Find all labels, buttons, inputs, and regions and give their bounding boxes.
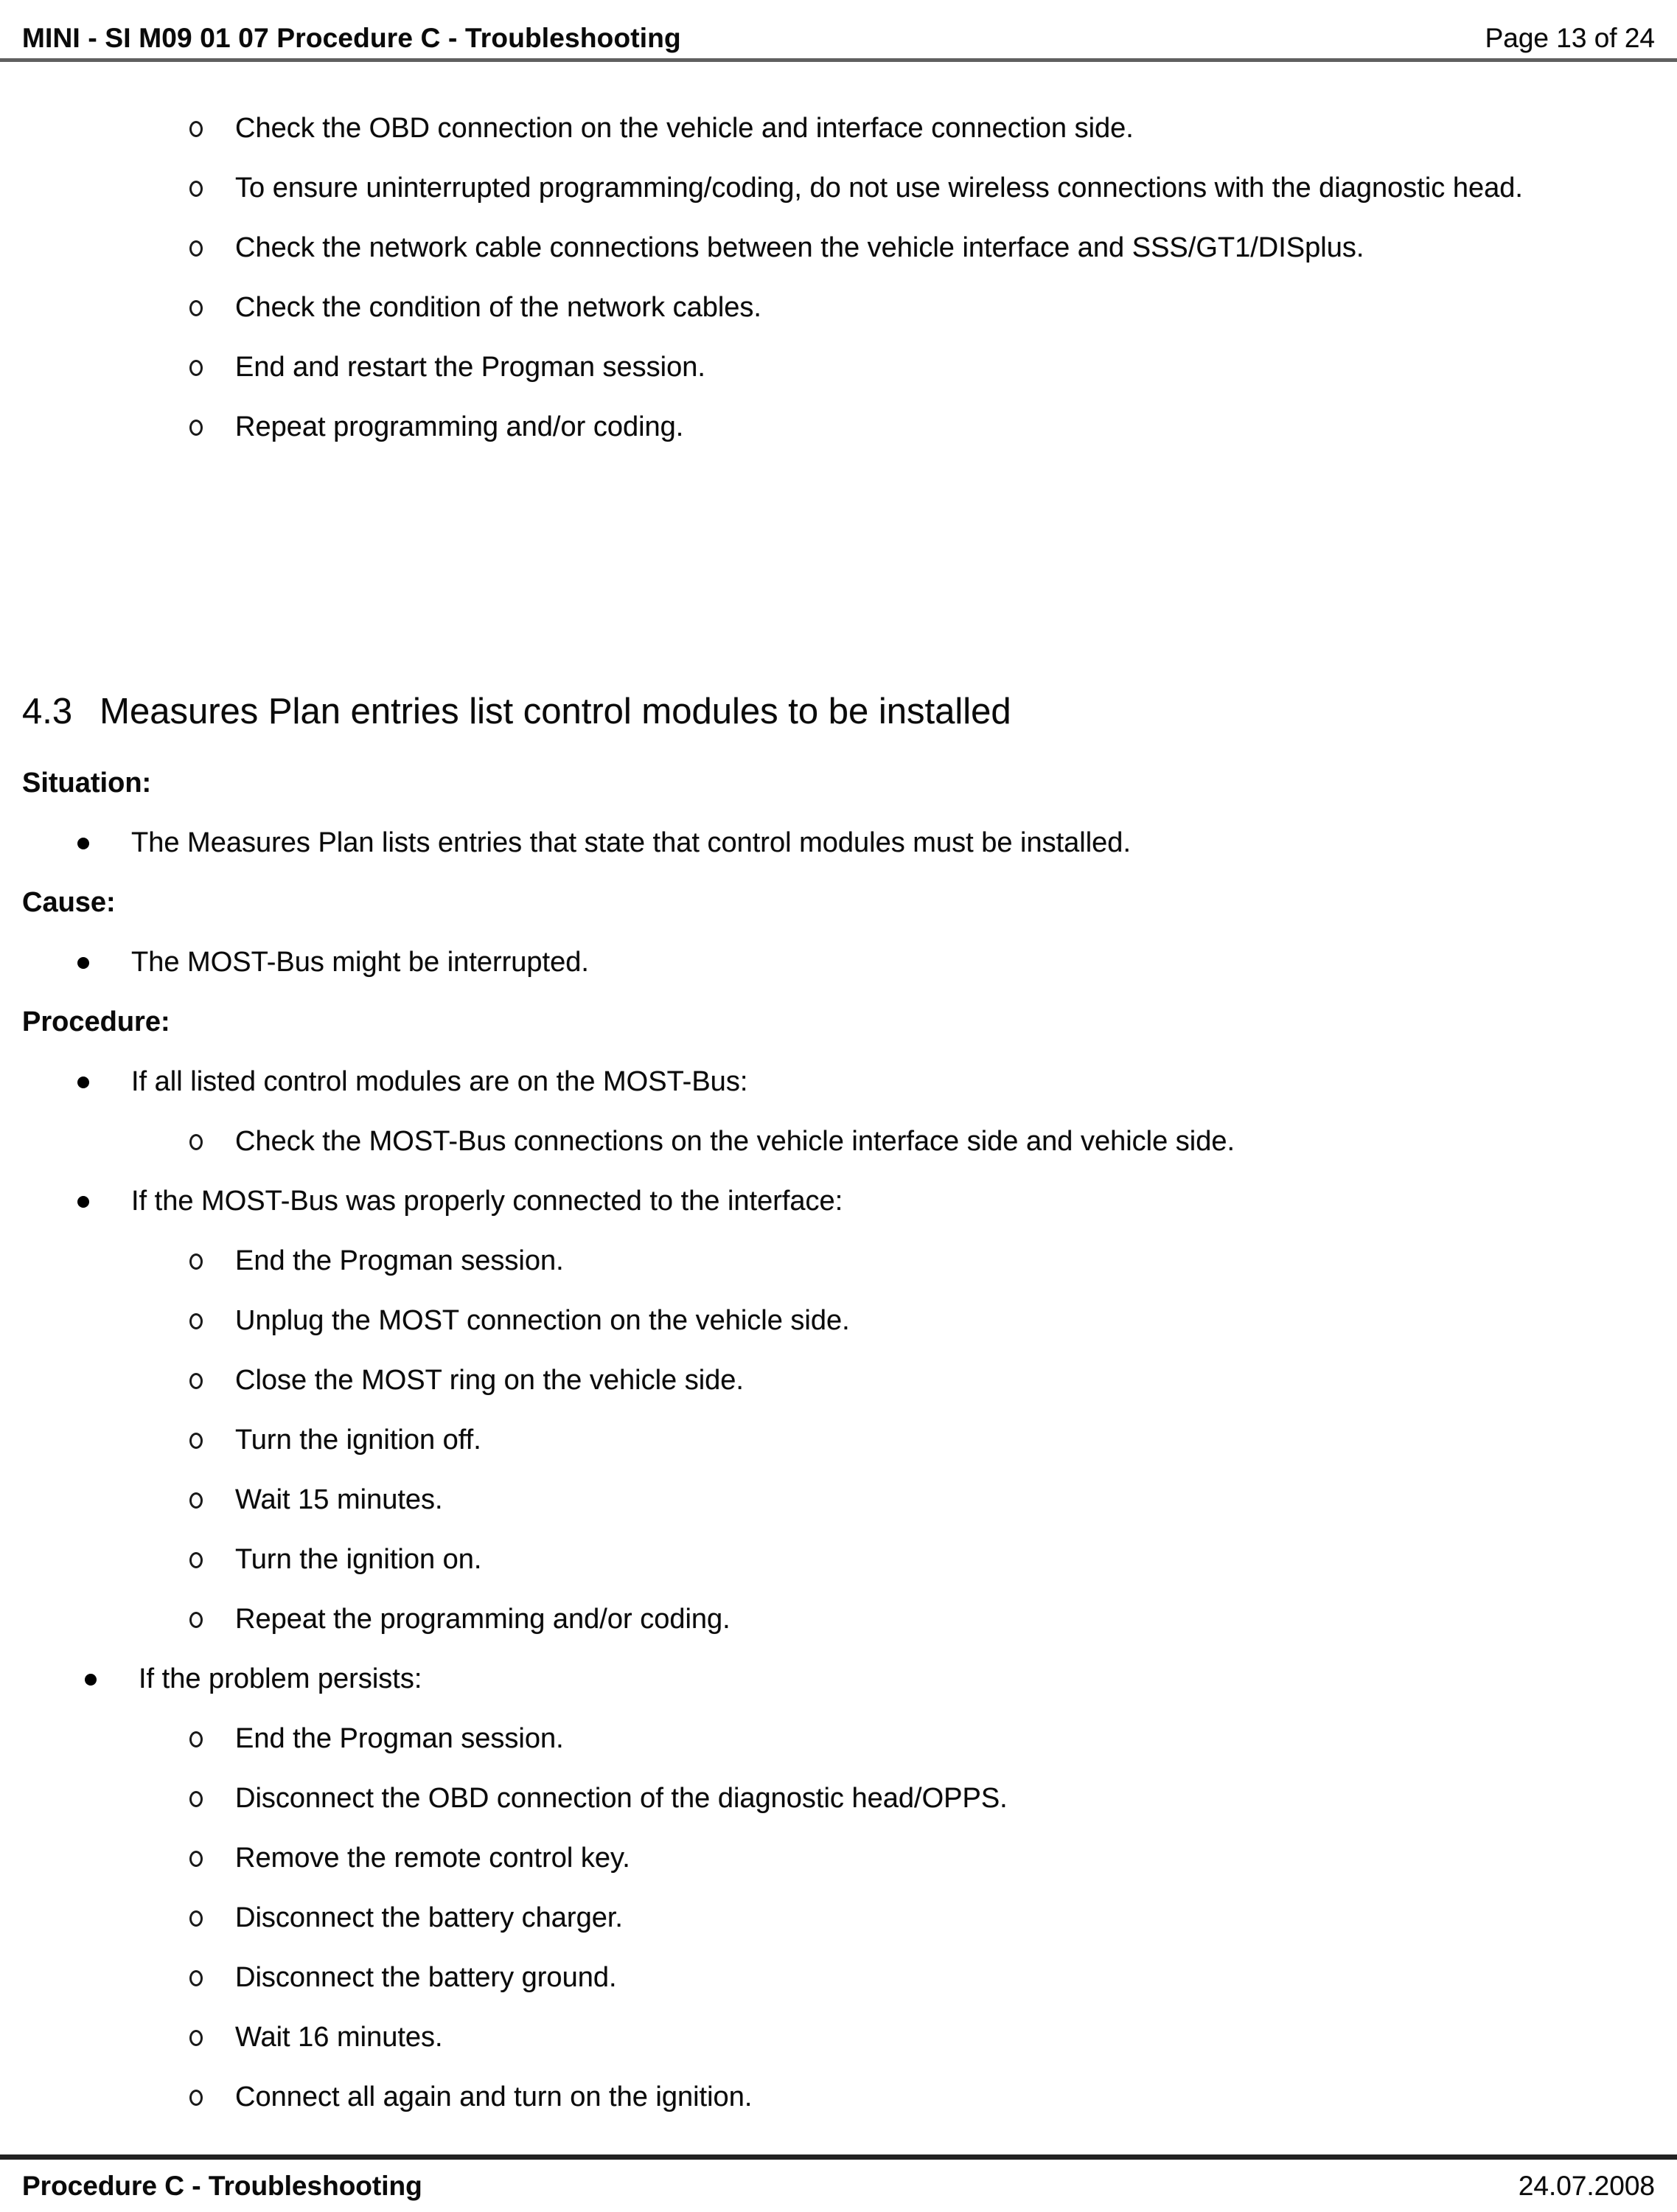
list-item xyxy=(0,1530,1677,1590)
list-item-text: The MOST-Bus might be interrupted. xyxy=(131,947,589,978)
list-item xyxy=(0,159,1677,218)
circle-bullet-icon xyxy=(189,181,203,197)
list-item-text: Wait 15 minutes. xyxy=(235,1484,443,1515)
list-item xyxy=(0,1649,1677,1709)
list-item-text: Repeat programming and/or coding. xyxy=(235,411,684,442)
list-item-text: Wait 16 minutes. xyxy=(235,2022,443,2053)
list-item xyxy=(0,1590,1677,1649)
list-item xyxy=(0,397,1677,457)
list-item-text: If the MOST-Bus was properly connected to the interface: xyxy=(131,1186,843,1217)
header-title: MINI - SI M09 01 07 Procedure C - Troubleshooting xyxy=(22,23,681,53)
procedure-step-1 xyxy=(0,1052,1677,1112)
dot-bullet-icon xyxy=(77,957,89,969)
cause-label: Cause: xyxy=(22,887,116,918)
procedure-step-3-sublist xyxy=(0,1709,1677,2127)
circle-bullet-icon xyxy=(189,121,203,137)
list-item-text: Check the network cable connections between the vehicle interface and SSS/GT1/DISplus. xyxy=(235,232,1364,263)
list-item-text: Check the OBD connection on the vehicle and interface connection side. xyxy=(235,113,1134,144)
page-footer xyxy=(0,2154,1677,2212)
circle-bullet-icon xyxy=(189,420,203,436)
circle-bullet-icon xyxy=(189,1731,203,1747)
circle-bullet-icon xyxy=(189,1970,203,1986)
list-item xyxy=(0,1172,1677,1231)
list-item xyxy=(0,1769,1677,1829)
list-item xyxy=(0,1231,1677,1291)
list-item-text: Remove the remote control key. xyxy=(235,1843,630,1874)
section-heading xyxy=(0,689,1677,734)
list-item-text: Turn the ignition off. xyxy=(235,1425,481,1455)
list-item xyxy=(0,1888,1677,1948)
list-item xyxy=(0,813,1677,873)
dot-bullet-icon xyxy=(77,1077,89,1088)
list-item xyxy=(0,1470,1677,1530)
circle-bullet-icon xyxy=(189,1791,203,1807)
intro-list xyxy=(0,99,1677,457)
section-number: 4.3 xyxy=(22,692,73,731)
procedure-step-3 xyxy=(0,1649,1677,1709)
list-item-text: Close the MOST ring on the vehicle side. xyxy=(235,1365,744,1396)
list-item xyxy=(0,1112,1677,1172)
list-item xyxy=(0,1829,1677,1888)
circle-bullet-icon xyxy=(189,2030,203,2046)
circle-bullet-icon xyxy=(189,1492,203,1509)
document-body xyxy=(0,62,1677,2127)
section-title-text: Measures Plan entries list control modules to be installed xyxy=(100,692,1011,731)
procedure-step-1-sublist xyxy=(0,1112,1677,1172)
situation-label: Situation: xyxy=(22,768,152,799)
list-item-text: Turn the ignition on. xyxy=(235,1544,482,1575)
list-item-text: End the Progman session. xyxy=(235,1723,564,1754)
list-item xyxy=(0,278,1677,338)
list-item-text: If all listed control modules are on the MOST-Bus: xyxy=(131,1066,748,1097)
list-item-text: If the problem persists: xyxy=(139,1663,422,1694)
procedure-step-2-sublist xyxy=(0,1231,1677,1649)
list-item xyxy=(0,1052,1677,1112)
list-item-text: Disconnect the OBD connection of the diagnostic head/OPPS. xyxy=(235,1783,1008,1814)
list-item-text: Check the MOST-Bus connections on the vehicle interface side and vehicle side. xyxy=(235,1126,1235,1157)
circle-bullet-icon xyxy=(189,1253,203,1270)
page-header xyxy=(0,0,1677,62)
circle-bullet-icon xyxy=(189,2090,203,2106)
circle-bullet-icon xyxy=(189,300,203,316)
list-item-text: End and restart the Progman session. xyxy=(235,352,705,383)
list-item xyxy=(0,1709,1677,1769)
list-item xyxy=(0,933,1677,992)
list-item-text: Check the condition of the network cables. xyxy=(235,292,761,323)
list-item-text: Disconnect the battery ground. xyxy=(235,1962,617,1993)
circle-bullet-icon xyxy=(189,1134,203,1150)
list-item xyxy=(0,2067,1677,2127)
list-item xyxy=(0,1351,1677,1411)
list-item xyxy=(0,338,1677,397)
circle-bullet-icon xyxy=(189,1373,203,1389)
list-item-text: Connect all again and turn on the ignition. xyxy=(235,2081,753,2112)
list-item xyxy=(0,218,1677,278)
dot-bullet-icon xyxy=(77,1196,89,1208)
list-item-text: Repeat the programming and/or coding. xyxy=(235,1604,731,1635)
list-item xyxy=(0,1291,1677,1351)
circle-bullet-icon xyxy=(189,240,203,257)
circle-bullet-icon xyxy=(189,1910,203,1927)
list-item xyxy=(0,99,1677,159)
circle-bullet-icon xyxy=(189,1552,203,1568)
dot-bullet-icon xyxy=(85,1674,97,1686)
cause-list xyxy=(0,933,1677,992)
list-item xyxy=(0,2008,1677,2067)
procedure-label: Procedure: xyxy=(22,1006,170,1037)
list-item-text: Disconnect the battery charger. xyxy=(235,1902,623,1933)
circle-bullet-icon xyxy=(189,360,203,376)
header-page-info: Page 13 of 24 xyxy=(1485,23,1655,53)
circle-bullet-icon xyxy=(189,1433,203,1449)
footer-title: Procedure C - Troubleshooting xyxy=(22,2170,422,2201)
procedure-step-2 xyxy=(0,1172,1677,1231)
circle-bullet-icon xyxy=(189,1851,203,1867)
list-item-text: To ensure uninterrupted programming/coding, do not use wireless connections with the diagnostic head. xyxy=(235,173,1523,204)
list-item xyxy=(0,1948,1677,2008)
list-item xyxy=(0,1411,1677,1470)
dot-bullet-icon xyxy=(77,838,89,849)
circle-bullet-icon xyxy=(189,1313,203,1329)
list-item-text: End the Progman session. xyxy=(235,1245,564,1276)
list-item-text: The Measures Plan lists entries that state that control modules must be installed. xyxy=(131,827,1131,858)
circle-bullet-icon xyxy=(189,1612,203,1628)
situation-list xyxy=(0,813,1677,873)
footer-date: 24.07.2008 xyxy=(1518,2170,1655,2201)
list-item-text: Unplug the MOST connection on the vehicle side. xyxy=(235,1305,850,1336)
